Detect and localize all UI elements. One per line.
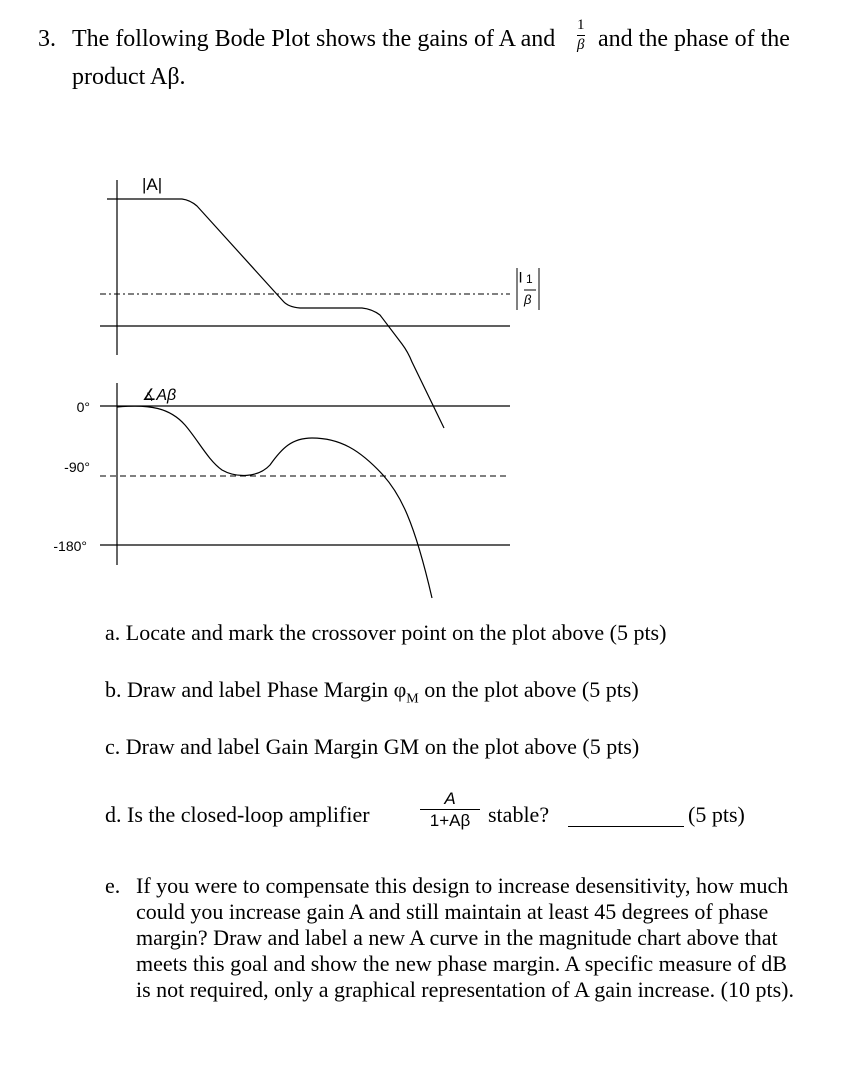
question-b	[105, 677, 639, 707]
fraction-denominator: β	[577, 37, 585, 53]
beta-label-pipe-left: |	[519, 271, 523, 283]
question-b-subscript: M	[406, 691, 419, 707]
answer-blank-d[interactable]	[568, 826, 684, 827]
fraction-numerator: 1	[577, 17, 585, 33]
problem-intro-line1: The following Bode Plot shows the gains of A and	[72, 26, 556, 52]
question-a: a. Locate and mark the crossover point on the plot above (5 pts)	[105, 620, 667, 645]
question-d-prefix: d. Is the closed-loop amplifier	[105, 802, 370, 827]
question-d-points: (5 pts)	[688, 802, 745, 827]
question-b-suffix: on the plot above (5 pts)	[418, 677, 639, 702]
closed-loop-fraction	[420, 790, 480, 829]
question-e-letter: e.	[105, 873, 121, 898]
phase-label: ∡Aβ	[142, 387, 177, 404]
problem-number: 3.	[38, 26, 56, 52]
magnitude-label: |A|	[142, 175, 163, 194]
question-c: c. Draw and label Gain Margin GM on the plot above (5 pts)	[105, 734, 640, 759]
question-b-prefix: b. Draw and label Phase Margin φ	[105, 677, 407, 702]
question-d-stable: stable?	[488, 802, 550, 827]
phase-tick-minus180: -180°	[53, 538, 87, 554]
closed-loop-numerator: A	[444, 789, 456, 808]
problem-intro-line2: product Aβ.	[72, 64, 186, 90]
closed-loop-bar	[420, 809, 480, 810]
beta-label-denominator: β	[524, 292, 532, 307]
question-e-text: If you were to compensate this design to increase desensitivity, how much could you increase gain A and still maintain at least 45 degrees of phase margin? Draw and label a new A curve in the magnitude chart above that meets this goal and show the new phase margin. A specific measure of dB is not required, only a graphical representation of A gain increase. (10 pts).	[136, 873, 794, 1002]
phase-tick-minus90: -90°	[64, 459, 90, 475]
beta-fraction-label	[517, 268, 539, 310]
beta-label-numerator: 1	[526, 272, 533, 286]
phase-tick-0: 0°	[76, 399, 90, 415]
problem-intro-line1-end: and the phase of the	[598, 26, 790, 52]
phase-Abeta-curve	[117, 406, 432, 598]
closed-loop-denominator: 1+Aβ	[429, 811, 471, 830]
